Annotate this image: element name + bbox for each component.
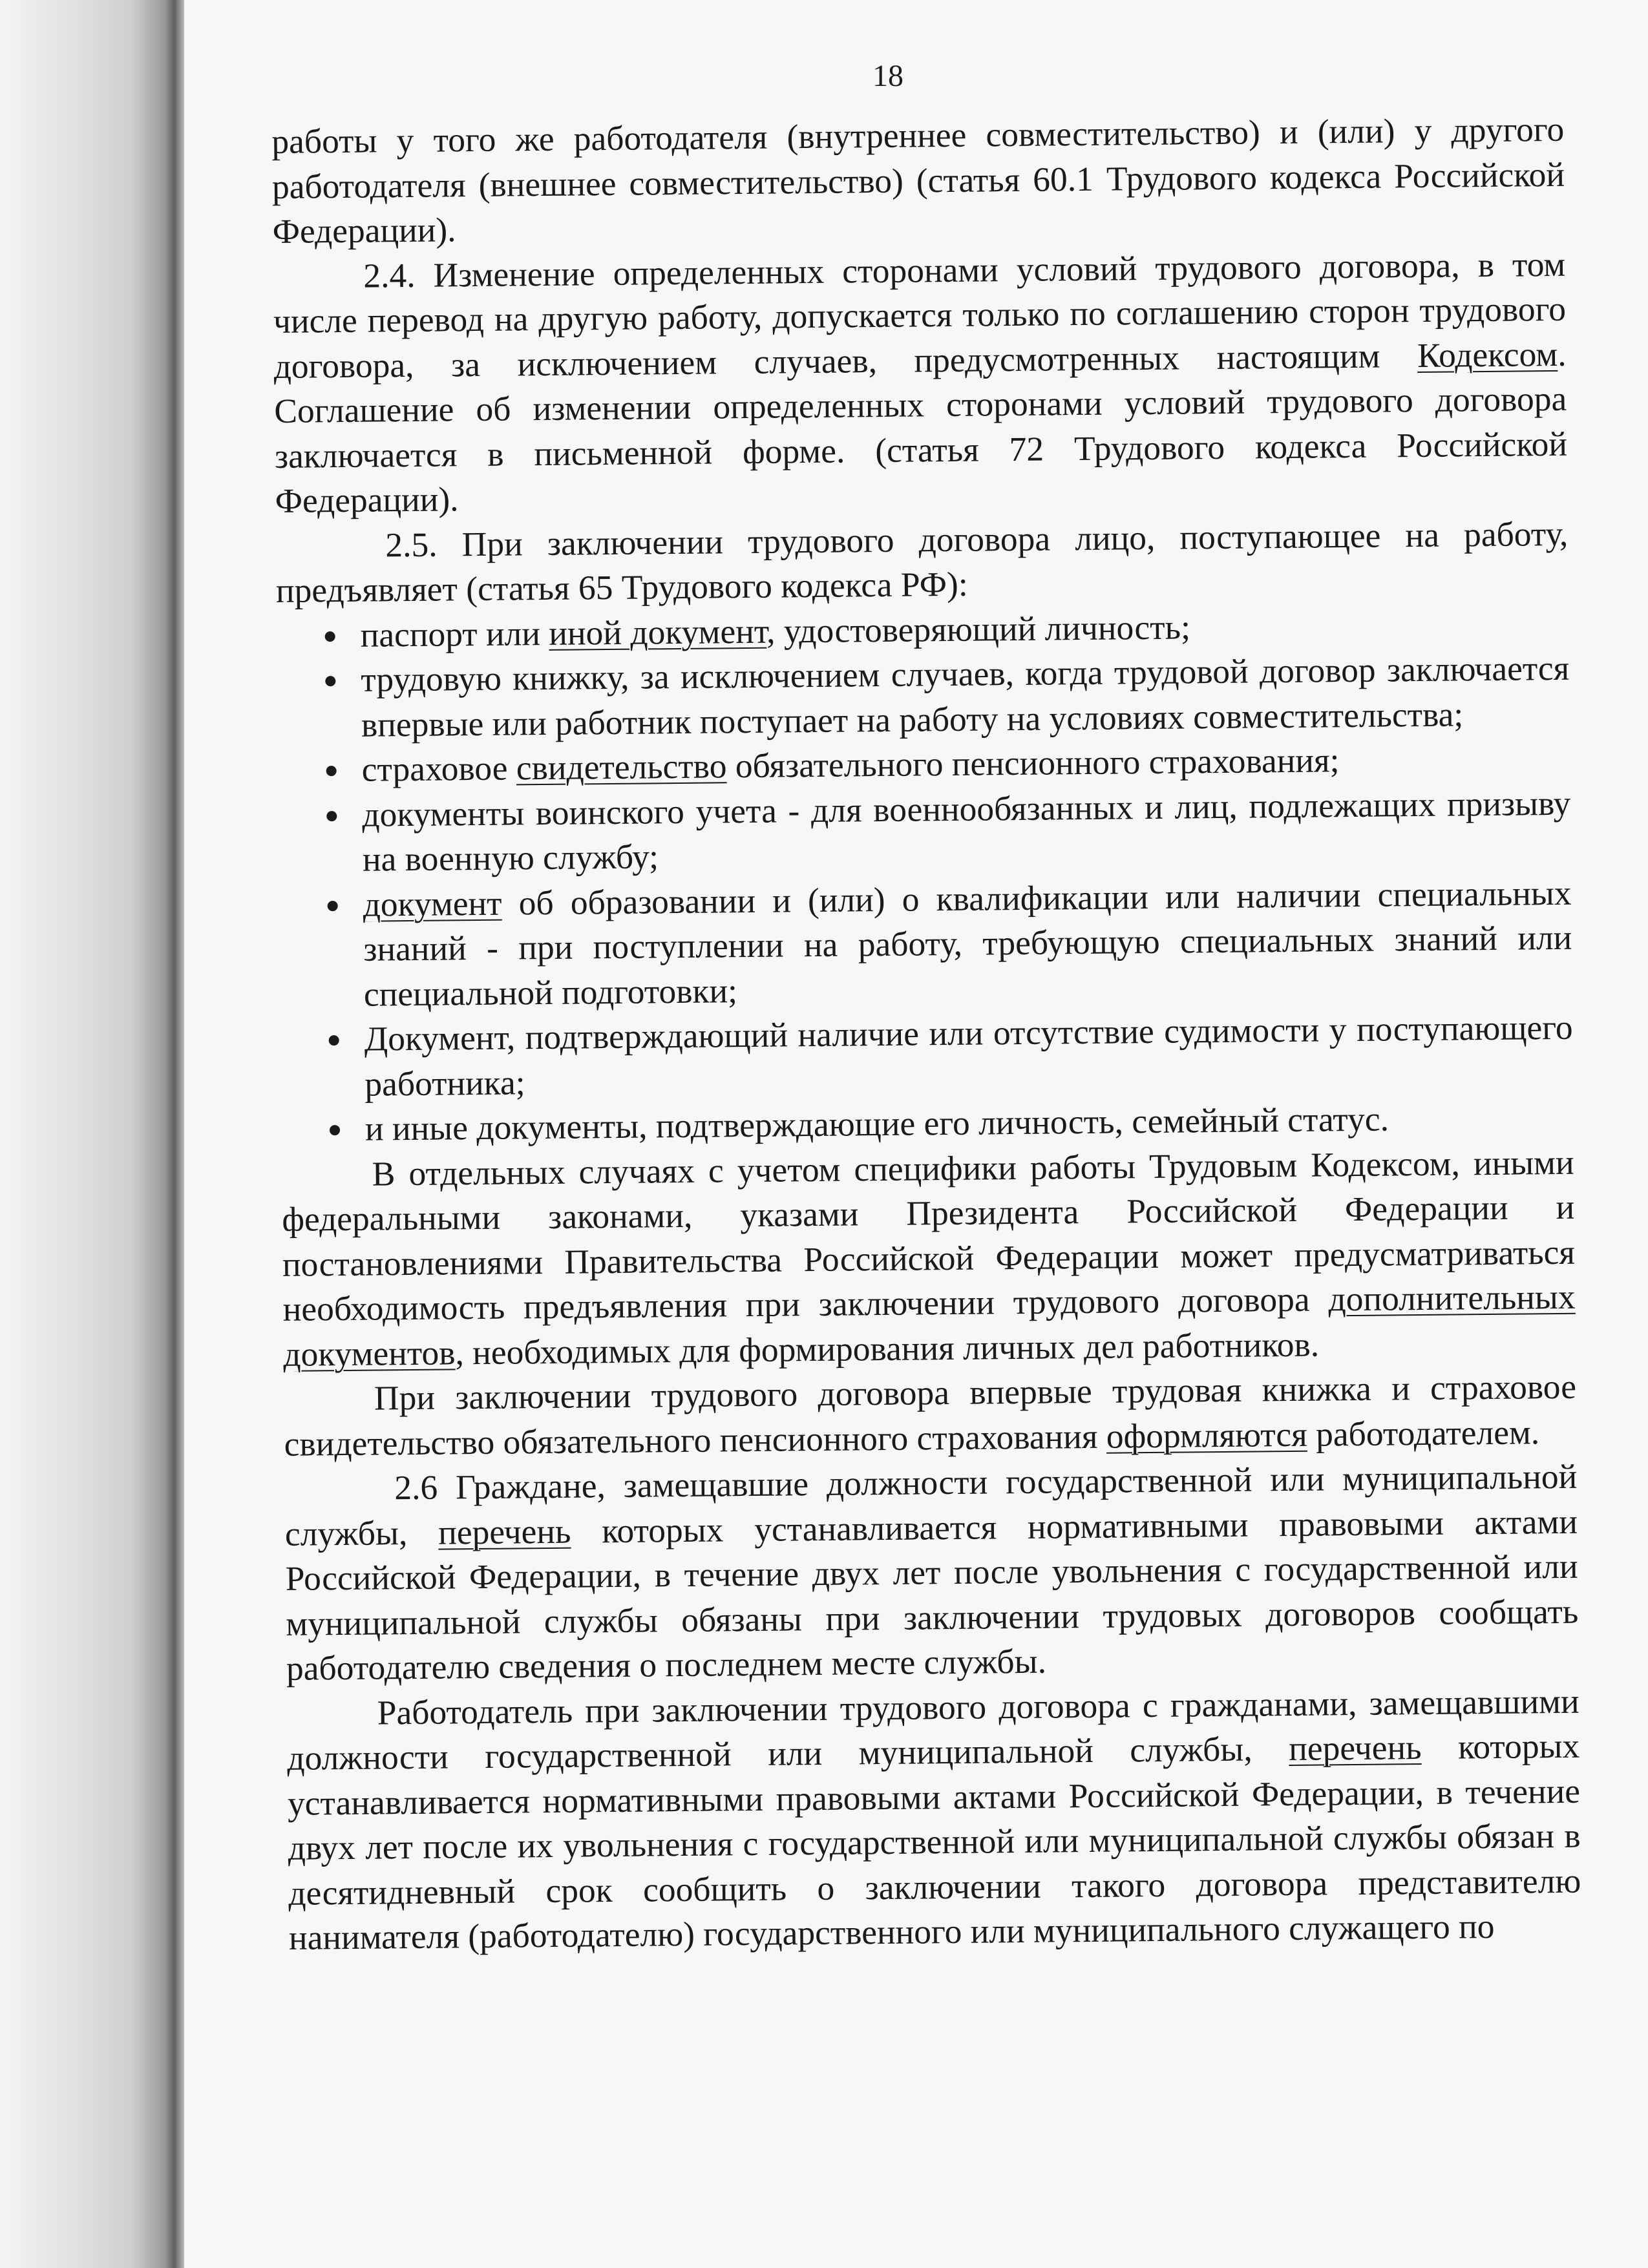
link-kodeks: Кодексом: [1417, 334, 1558, 375]
link-perechen-2: перечень: [1288, 1728, 1422, 1769]
link-inoy-dokument: иной документ: [548, 611, 767, 653]
list-item: и иные документы, подтверждающие его личность, семейный статус.: [281, 1095, 1574, 1153]
link-dokument: документ: [363, 883, 502, 924]
list-item: Документ, подтверждающий наличие или отсутствие судимости у поступающего работника;: [280, 1005, 1573, 1108]
paragraph-first-contract: При заключении трудового договора впервые трудовая книжка и страховое свидетельство обязательного пенсионного страхования оформляются работодателем.: [284, 1367, 1577, 1464]
paragraph-employer-duty: Работодатель при заключении трудового договора с гражданами, замещавшими должности государственной или муниципальной службы, перечень которых устанавливается нормативными правовыми актами Российской Федерации, в течение двух лет после их увольнения с государственной или муниципальной службы обязан в десятидневный срок сообщить о заключении такого договора представителю нанимателя (работодателю) государственного или муниципального служащего по: [287, 1681, 1581, 1957]
bullet-icon: [326, 766, 337, 776]
documents-list: [276, 601, 1574, 1152]
page-number: 18: [872, 59, 903, 93]
link-svidetelstvo: свидетельство: [516, 746, 727, 788]
document-body: [271, 107, 1581, 1961]
list-item: документ об образовании и (или) о квалификации или наличии специальных знаний - при поступлении на работу, требующую специальных знаний или специальной подготовки;: [279, 870, 1572, 1018]
link-oformlyayutsya: оформляются: [1106, 1414, 1308, 1456]
bullet-icon: [330, 1125, 340, 1135]
facing-page-edge: [0, 0, 174, 2268]
link-dopolnitelnyh-dokumentov: дополнительных документов: [283, 1277, 1576, 1374]
paragraph-2-5: 2.5. При заключении трудового договора лицо, поступающее на работу, предъявляет (статья 65 Трудового кодекса РФ):: [275, 514, 1569, 610]
paragraph-special-cases: В отдельных случаях с учетом специфики работы Трудовым Кодексом, иными федеральными законами, указами Президента Российской Федерации и постановлениями Правительства Российской Федерации может предусматриваться необходимость предъявления при заключении трудового договора дополнительных документов, необходимых для формирования личных дел работников.: [282, 1142, 1576, 1374]
list-item: паспорт или иной документ, удостоверяющий личность;: [276, 601, 1569, 658]
bullet-icon: [328, 901, 338, 911]
paragraph-2-4: 2.4. Изменение определенных сторонами условий трудового договора, в том числе перевод на другую работу, допускается только по соглашению сторон трудового договора, за исключением случаев, предусмотренных настоящим Кодексом. Соглашение об изменении определенных сторонами условий трудового договора заключается в письменной форме. (статья 72 Трудового кодекса Российской Федерации).: [273, 244, 1568, 520]
binding-shadow: [165, 0, 184, 2268]
link-perechen: перечень: [438, 1511, 571, 1552]
bullet-icon: [325, 631, 335, 642]
paragraph-continuation: работы у того же работодателя (внутреннее совместительство) и (или) у другого работодателя (внешнее совместительство) (статья 60.1 Трудового кодекса Российской Федерации).: [271, 109, 1565, 251]
list-item: трудовую книжку, за исключением случаев, когда трудовой договор заключается впервые или работник поступает на работу на условиях совместительства;: [277, 646, 1570, 748]
paragraph-2-6: 2.6 Граждане, замещавшие должности государственной или муниципальной службы, перечень которых устанавливается нормативными правовыми актами Российской Федерации, в течение двух лет после увольнения с государственной или муниципальной службы обязаны при заключении трудовых договоров сообщать работодателю сведения о последнем месте службы.: [284, 1456, 1579, 1688]
bullet-icon: [325, 676, 335, 686]
bullet-icon: [329, 1035, 339, 1045]
list-item: документы воинского учета - для военнообязанных и лиц, подлежащих призыву на военную службу;: [278, 781, 1571, 883]
bullet-icon: [326, 811, 337, 821]
list-item: страховое свидетельство обязательного пенсионного страхования;: [277, 736, 1570, 793]
